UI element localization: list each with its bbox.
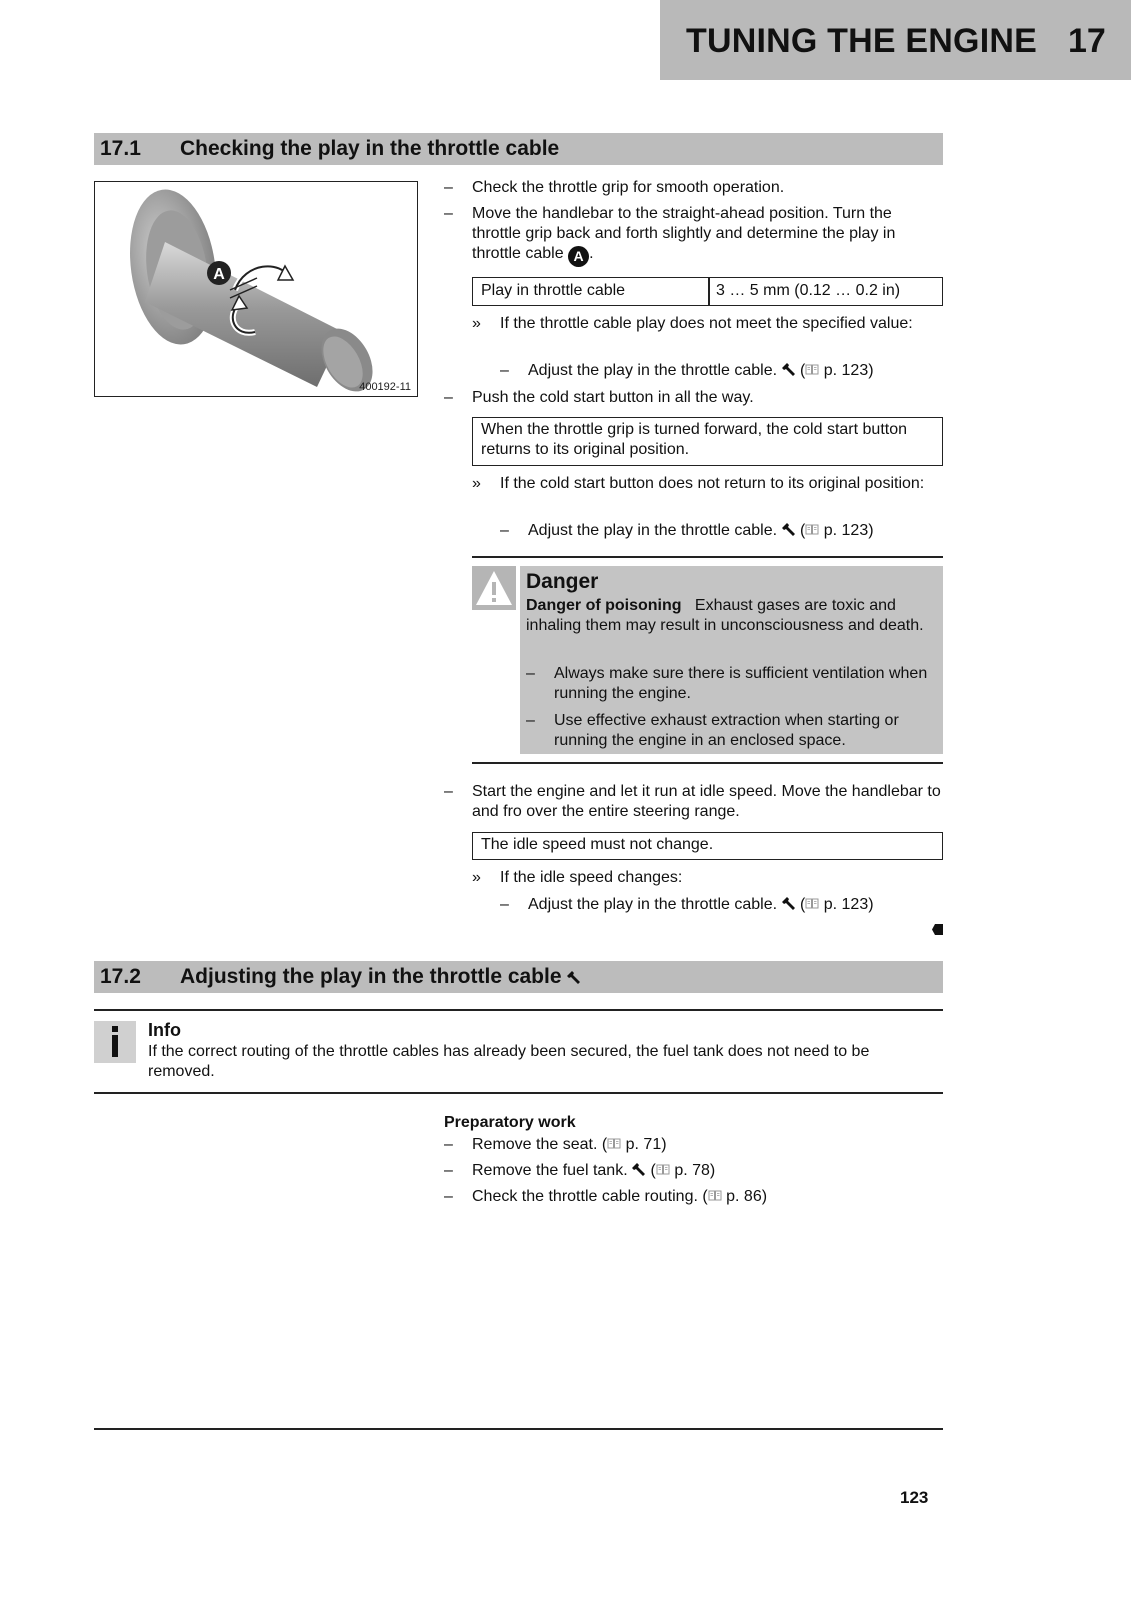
page-reference-link[interactable]: p. 123 [823, 362, 869, 379]
result-marker: » [472, 869, 481, 886]
end-of-section-icon [932, 924, 943, 935]
book-reference-icon [805, 524, 819, 536]
step-text: Start the engine and let it run at idle speed. Move the handlebar to and fro over the entire steering range. [472, 783, 941, 820]
dash-marker: – [444, 783, 453, 800]
step-text: Check the throttle grip for smooth operation. [472, 179, 785, 196]
divider [472, 762, 943, 764]
wrench-icon [632, 1163, 646, 1177]
dash-marker: – [500, 522, 509, 539]
danger-text: Exhaust gases are toxic and inhaling them may result in unconsciousness and death. [526, 597, 924, 634]
chapter-header [660, 0, 1131, 80]
book-reference-icon [805, 898, 819, 910]
action-text: Adjust the play in the throttle cable. [528, 522, 778, 539]
figure-callout-label: A [213, 266, 225, 283]
condition-text: If the idle speed changes: [500, 869, 683, 886]
dash-marker: – [500, 362, 509, 379]
book-reference-icon [805, 364, 819, 376]
danger-heading: Danger [526, 570, 599, 593]
book-reference-icon [607, 1138, 621, 1150]
dash-marker: – [444, 389, 453, 406]
wrench-icon [782, 523, 796, 537]
spec-table [472, 277, 943, 306]
wrench-icon [782, 363, 796, 377]
danger-item-text: Always make sure there is sufficient ventilation when running the engine. [554, 665, 928, 702]
dash-marker: – [444, 1188, 453, 1205]
danger-panel [520, 566, 943, 754]
prep-heading: Preparatory work [444, 1114, 576, 1131]
result-marker: » [472, 475, 481, 492]
danger-description [526, 596, 936, 636]
divider [94, 1092, 943, 1094]
condition-text: If the throttle cable play does not meet the specified value: [500, 315, 913, 332]
section-heading-17-1 [94, 133, 943, 165]
page-number: 123 [900, 1488, 929, 1507]
dash-marker: – [444, 1162, 453, 1179]
throttle-grip-illustration [95, 182, 416, 395]
action-text: Adjust the play in the throttle cable. [528, 362, 778, 379]
info-icon [94, 1021, 136, 1063]
throttle-grip-figure [94, 181, 418, 397]
warning-triangle-icon [472, 566, 516, 610]
dash-marker: – [526, 712, 535, 729]
step-text: Move the handlebar to the straight-ahead position. Turn the throttle grip back and forth slightly and determine the play in throttle cable [472, 205, 896, 262]
prep-text: Remove the seat. [472, 1136, 598, 1153]
section-number: 17.1 [100, 137, 141, 160]
spec-name: Play in throttle cable [481, 282, 626, 299]
section-title: Adjusting the play in the throttle cable [180, 965, 562, 988]
wrench-icon [567, 971, 581, 985]
page-reference-link[interactable]: p. 123 [823, 522, 869, 539]
section-number: 17.2 [100, 965, 141, 988]
dash-marker: – [444, 179, 453, 196]
dash-marker: – [526, 665, 535, 682]
danger-title: Danger of poisoning [526, 597, 682, 614]
spec-value: 3 … 5 mm (0.12 … 0.2 in) [716, 282, 901, 299]
danger-item-text: Use effective exhaust extraction when starting or running the engine in an enclosed space. [554, 712, 899, 749]
page-reference-link[interactable]: p. 123 [823, 896, 869, 913]
info-text: If the correct routing of the throttle cables has already been secured, the fuel tank does not need to be removed. [148, 1043, 870, 1080]
chapter-number: 17 [1068, 22, 1106, 60]
dash-marker: – [444, 205, 453, 222]
action-text: Adjust the play in the throttle cable. [528, 896, 778, 913]
section-heading-17-2 [94, 961, 943, 993]
callout-a-icon: A [568, 246, 589, 267]
page-reference-link[interactable]: p. 86 [726, 1188, 762, 1205]
wrench-icon [782, 897, 796, 911]
section-title: Checking the play in the throttle cable [180, 137, 560, 160]
book-reference-icon [656, 1164, 670, 1176]
step-text-wrapper: Move the handlebar to the straight-ahead position. Turn the throttle grip back and forth slightly and determine the play in throttle cable A . [472, 204, 942, 267]
note-box: The idle speed must not change. [472, 832, 943, 860]
book-reference-icon [708, 1190, 722, 1202]
divider [94, 1009, 943, 1011]
divider [472, 556, 943, 558]
condition-text: If the cold start button does not return to its original position: [500, 475, 925, 492]
note-box: When the throttle grip is turned forward, the cold start button returns to its original position. [472, 417, 943, 466]
dash-marker: – [444, 1136, 453, 1153]
chapter-title: TUNING THE ENGINE [686, 22, 1037, 60]
figure-code: 400192-11 [359, 381, 411, 393]
prep-text: Remove the fuel tank. [472, 1162, 628, 1179]
page-reference-link[interactable]: p. 78 [674, 1162, 710, 1179]
page-reference-link[interactable]: p. 71 [625, 1136, 662, 1153]
result-marker: » [472, 315, 481, 332]
footer-divider [94, 1428, 943, 1430]
info-heading: Info [148, 1020, 181, 1040]
step-text: Push the cold start button in all the way. [472, 389, 754, 406]
dash-marker: – [500, 896, 509, 913]
prep-text: Check the throttle cable routing. [472, 1188, 698, 1205]
